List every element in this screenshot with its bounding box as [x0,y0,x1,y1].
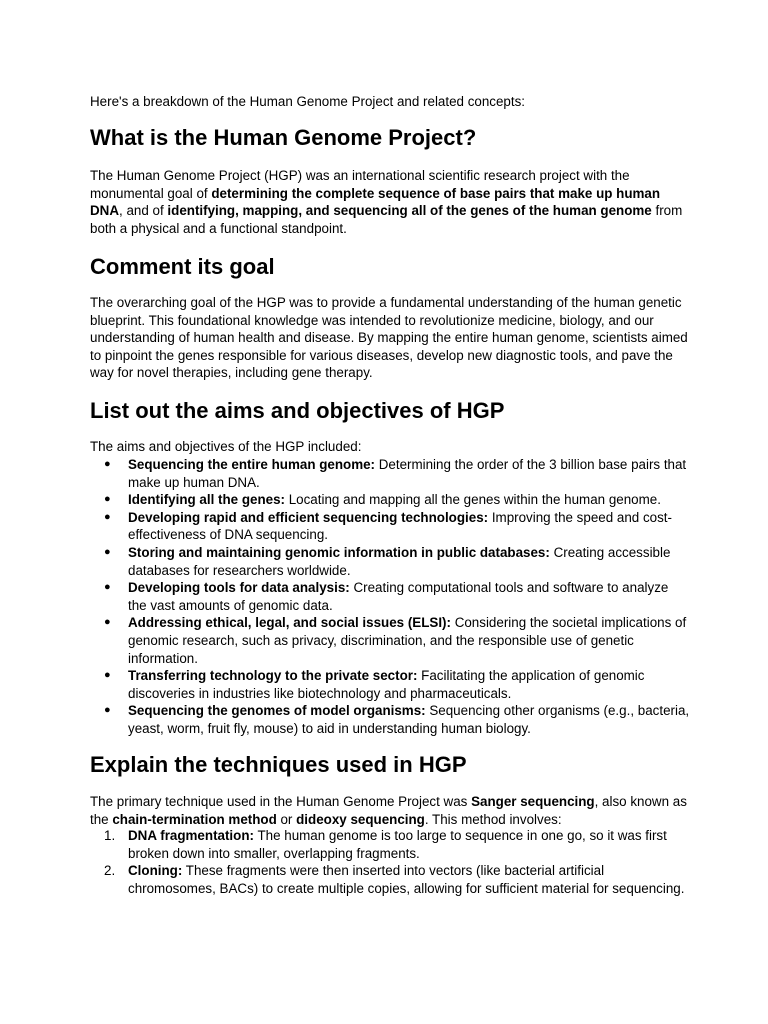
item-text: Locating and mapping all the genes within the human genome. [285,492,661,508]
aims-list [90,456,690,738]
item-title: Developing rapid and efficient sequencing technologies: [128,509,489,525]
item-text: Creating computational tools and software to analyze the vast amounts of genomic data. [128,580,669,613]
hgp-definition-paragraph [90,167,690,237]
item-title: Storing and maintaining genomic information in public databases: [128,544,550,560]
heading-what-is-hgp: What is the Human Genome Project? [90,125,477,150]
bold-run: chain-termination method [112,811,277,827]
bold-run: identifying, mapping, and sequencing all of the genes of the human genome [167,203,652,219]
item-text: Creating accessible databases for researchers worldwide. [128,544,671,578]
item-title: Cloning: [128,863,183,879]
heading-aims-objectives: List out the aims and objectives of HGP [90,398,505,423]
heading-techniques: Explain the techniques used in HGP [90,752,467,777]
item-text: These fragments were then inserted into vectors (like bacterial artificial chromosomes, BACs) to create multiple copies, allowing for sufficient material for sequencing. [128,863,685,896]
item-title: DNA fragmentation: [128,828,254,843]
list-item [90,862,690,897]
step-number: 1. [104,828,116,843]
item-text: Sequencing other organisms (e.g., bacteria, yeast, worm, fruit fly, mouse) to aid in understanding human biology. [128,703,690,736]
item-text: Considering the societal implications of genomic research, such as privacy, discrimination, and the responsible use of genetic information. [128,615,687,666]
bold-run: Sanger sequencing [471,794,595,809]
list-item [90,614,690,667]
list-item [90,456,690,491]
text-run: . This method involves: [424,811,562,827]
item-title: Sequencing the genomes of model organisms: [128,703,426,719]
item-title: Addressing ethical, legal, and social issues (ELSI): [128,615,451,631]
item-text: Improving the speed and cost-effectiveness of DNA sequencing. [128,509,672,543]
item-title: Identifying all the genes: [128,492,285,508]
item-text: The human genome is too large to sequence in one go, so it was first broken down into smaller, overlapping fragments. [128,828,667,861]
list-item [90,544,690,579]
techniques-steps-list [90,827,690,897]
text-run: , also known as the [90,794,687,827]
list-item [90,579,690,614]
item-title: Transferring technology to the private sector: [128,668,418,684]
heading-comment-goal: Comment its goal [90,254,275,279]
bold-run: dideoxy sequencing [296,811,425,827]
list-item [90,702,690,737]
text-run: The primary technique used in the Human Genome Project was [90,794,472,809]
text-run: from both a physical and a functional standpoint. [90,203,683,236]
text-run: , and of [119,203,168,219]
text-run: The Human Genome Project (HGP) was an international scientific research project with the monumental goal of [90,168,630,201]
bold-run: determining the complete sequence of base pairs that make up human DNA [90,185,661,219]
item-text: Determining the order of the 3 billion base pairs that make up human DNA. [128,457,687,490]
aims-lead-text: The aims and objectives of the HGP included: [90,439,362,454]
intro-text: Here's a breakdown of the Human Genome Project and related concepts: [90,94,526,109]
techniques-paragraph [90,793,690,828]
list-item [90,509,690,544]
item-text: Facilitating the application of genomic discoveries in industries like biotechnology and pharmaceuticals. [128,668,645,701]
list-item [90,491,690,509]
step-number: 2. [104,863,116,879]
text-run: or [276,811,297,827]
goal-paragraph: The overarching goal of the HGP was to provide a fundamental understanding of the human genetic blueprint. This foundational knowledge was intended to revolutionize medicine, biology, and our understanding of human health and disease. By mapping the entire human genome, scientists aimed to pinpoint the genes responsible for various diseases, develop new diagnostic tools, and pave the way for novel therapies, including gene therapy. [90,295,688,381]
list-item [90,827,690,862]
item-title: Sequencing the entire human genome: [128,457,376,472]
list-item [90,667,690,702]
item-title: Developing tools for data analysis: [128,580,350,596]
